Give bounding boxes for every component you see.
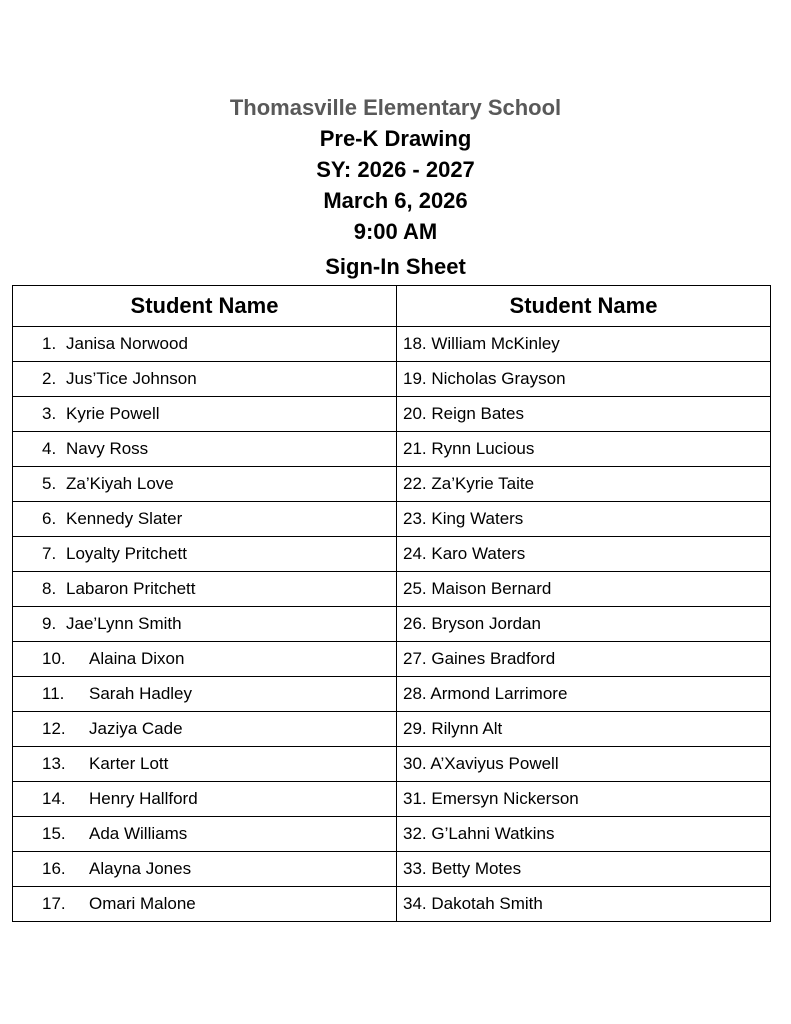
column-header-right: Student Name [397,286,771,327]
student-cell-left [13,432,397,467]
student-number: 7. [42,544,57,563]
student-name: Jaziya Cade [89,719,183,738]
student-number: 16. [42,859,66,878]
table-row [13,607,771,642]
student-number: 6. [42,509,57,528]
table-row [13,642,771,677]
column-header-left: Student Name [13,286,397,327]
student-number: 4. [42,439,57,458]
student-cell-left [13,397,397,432]
student-cell-left [13,712,397,747]
student-name: Ada Williams [89,824,188,843]
student-cell-left [13,887,397,922]
student-name: Loyalty Pritchett [66,544,187,563]
student-cell-left [13,537,397,572]
student-name: Omari Malone [89,894,196,913]
event-title: Pre-K Drawing [319,126,472,151]
table-row [13,467,771,502]
table-row [13,362,771,397]
school-year: SY: 2026 - 2027 [316,157,475,182]
student-name: Sarah Hadley [89,684,193,703]
student-cell-right: 18. William McKinley [397,327,771,362]
student-number: 14. [42,789,66,808]
student-cell-left [13,642,397,677]
student-name: Alaina Dixon [89,649,185,668]
student-number: 15. [42,824,66,843]
student-cell-right: 19. Nicholas Grayson [397,362,771,397]
student-number: 8. [42,579,57,598]
student-name: Labaron Pritchett [66,579,196,598]
student-cell-left [13,327,397,362]
table-row [13,817,771,852]
student-cell-right: 28. Armond Larrimore [397,677,771,712]
table-row [13,572,771,607]
student-number: 17. [42,894,66,913]
student-cell-right: 29. Rilynn Alt [397,712,771,747]
document-header [0,92,791,247]
student-cell-left [13,677,397,712]
student-cell-right: 31. Emersyn Nickerson [397,782,771,817]
table-header-row [13,286,771,327]
school-name: Thomasville Elementary School [229,95,562,120]
table-row [13,852,771,887]
table-row [13,677,771,712]
table-row [13,327,771,362]
student-number: 10. [42,649,66,668]
student-number: 12. [42,719,66,738]
student-number: 3. [42,404,57,423]
student-name: Alayna Jones [89,859,192,878]
student-cell-right: 25. Maison Bernard [397,572,771,607]
student-cell-right: 34. Dakotah Smith [397,887,771,922]
student-name: Henry Hallford [89,789,198,808]
student-cell-right: 23. King Waters [397,502,771,537]
student-cell-left [13,852,397,887]
table-body [13,327,771,922]
table-row [13,712,771,747]
table-row [13,887,771,922]
table-row [13,502,771,537]
student-name: Jae’Lynn Smith [66,614,182,633]
student-number: 9. [42,614,57,633]
student-cell-right: 27. Gaines Bradford [397,642,771,677]
student-name: Kyrie Powell [66,404,160,423]
sign-in-table [12,285,771,922]
table-row [13,397,771,432]
student-name: Navy Ross [66,439,149,458]
student-cell-left [13,817,397,852]
student-cell-right: 24. Karo Waters [397,537,771,572]
student-name: Janisa Norwood [66,334,188,353]
student-cell-left [13,747,397,782]
student-cell-right: 30. A’Xaviyus Powell [397,747,771,782]
student-cell-right: 20. Reign Bates [397,397,771,432]
student-cell-left [13,607,397,642]
student-cell-left [13,502,397,537]
table-row [13,432,771,467]
event-time: 9:00 AM [353,219,438,244]
student-cell-left [13,782,397,817]
table-row [13,537,771,572]
student-cell-right: 33. Betty Motes [397,852,771,887]
student-name: Karter Lott [89,754,169,773]
student-cell-right: 32. G’Lahni Watkins [397,817,771,852]
student-number: 1. [42,334,57,353]
student-cell-right: 21. Rynn Lucious [397,432,771,467]
student-number: 11. [42,684,65,703]
student-number: 2. [42,369,57,388]
student-name: Kennedy Slater [66,509,183,528]
student-cell-right: 26. Bryson Jordan [397,607,771,642]
student-cell-right: 22. Za’Kyrie Taite [397,467,771,502]
student-cell-left [13,362,397,397]
sheet-title: Sign-In Sheet [325,254,466,279]
table-row [13,782,771,817]
student-name: Jus’Tice Johnson [66,369,197,388]
student-number: 5. [42,474,57,493]
student-cell-left [13,572,397,607]
table-row [13,747,771,782]
student-cell-left [13,467,397,502]
student-name: Za’Kiyah Love [66,474,174,493]
event-date: March 6, 2026 [323,188,468,213]
student-number: 13. [42,754,66,773]
